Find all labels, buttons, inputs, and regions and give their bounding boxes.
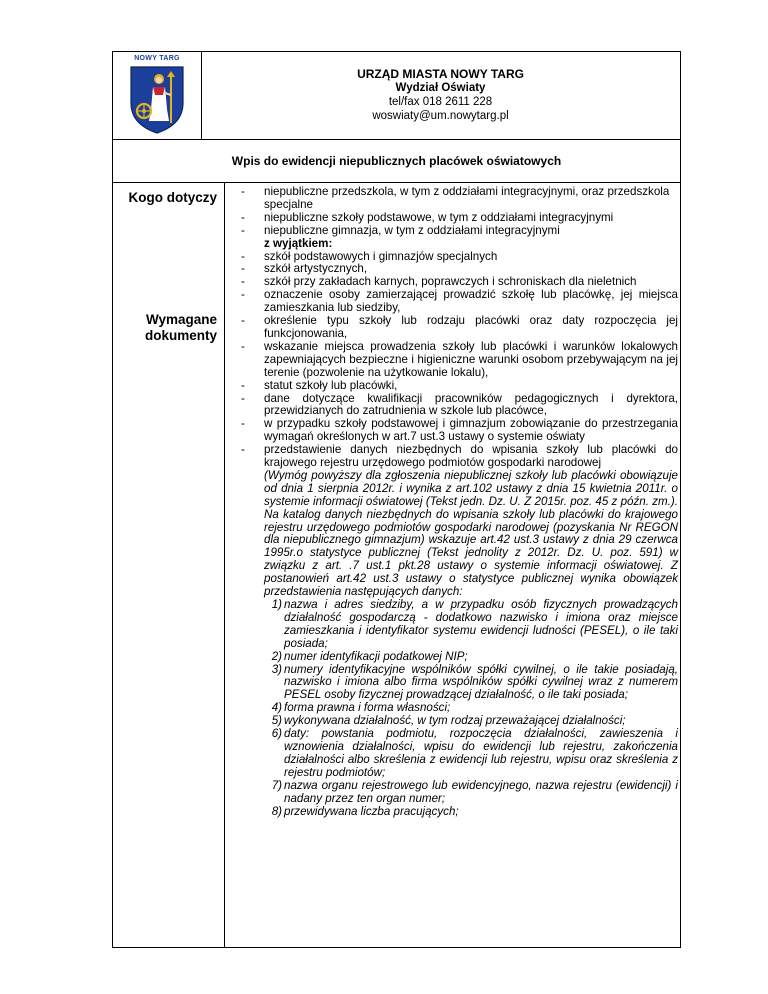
numbered-item: 5) wykonywana działalność, w tym rodzaj przeważającej działalności; (271, 714, 626, 728)
logo-text: NOWY TARG (134, 55, 180, 62)
document-table (112, 51, 681, 948)
regulation-note: (Wymóg powyższy dla zgłoszenia niepublicznej szkoły lub placówki obowiązuje od dnia 1 sierpnia 2012r. i wynika z art.102 ustawy z dnia 15 kwietnia 2011r. o systemie informacji oświatowej (Tekst jedn. Dz. U. Z 2015r. poz. 45 z późn. zm.). Na katalog danych niezbędnych do wpisania szkoły lub placówki do krajowego rejestru urzędowego podmiotów gospodarki narodowej (pozyskania Nr REGON dla niepublicznego gimnazjum) wskazuje art.42 ust.3 ustawy z dnia 29 czerwca 1995r.o statystyce publicznej (Tekst jednolity z 2012r. Dz. U. poz. 591) w związku z art. .7 ust.1 pkt.28 ustawy o systemie informacji oświatowej. Z postanowień art.42 ust.3 ustawy o statystyce publicznej wynika obowiązek przedstawienia następujących danych: (264, 468, 678, 599)
list-item: - niepubliczne przedszkola, w tym z oddziałami integracyjnymi, oraz przedszkola specjalne (241, 185, 670, 211)
list-item: - niepubliczne gimnazja, w tym z oddziałami integracyjnymi (241, 223, 560, 237)
office-block (201, 67, 680, 123)
list-item: - dane dotyczące kwalifikacji pracowników pedagogicznych i dyrektora, przewidzianych do zatrudnienia w szkole lub placówce, (241, 391, 678, 418)
numbered-item: 2) numer identyfikacji podatkowej NIP; (271, 649, 468, 663)
list-item: - niepubliczne szkoły podstawowe, w tym z oddziałami integracyjnymi (241, 210, 614, 224)
list-item: - oznaczenie osoby zamierzającej prowadzić szkołę lub placówkę, jej miejsca zamieszkania lub siedziby, (241, 288, 678, 315)
document-title: Wpis do ewidencji niepublicznych placówek oświatowych (231, 154, 562, 168)
numbered-item: 7) nazwa organu rejestrowego lub ewidencyjnego, nazwa rejestru (ewidencji) i nadany przez ten organ numer; (271, 778, 678, 805)
office-name: URZĄD MIASTA NOWY TARG (357, 67, 524, 81)
coat-of-arms-icon (129, 65, 185, 135)
column-divider (224, 183, 225, 947)
section-label-who: Kogo dotyczy (128, 190, 217, 205)
list-item: - wskazanie miejsca prowadzenia szkoły lub placówki i warunków lokalowych zapewniających bezpieczne i higieniczne warunki osobom przebywającym na jej terenie (pozwolenie na użytkowanie lokalu), (241, 339, 678, 379)
list-item: - szkół artystycznych, (241, 262, 368, 276)
list-item: - określenie typu szkoły lub rodzaju placówki oraz daty rozpoczęcia jej funkcjonowania, (241, 314, 678, 340)
logo-cell (113, 52, 202, 139)
exception-label: z wyjątkiem: (264, 236, 333, 250)
list-item: - przedstawienie danych niezbędnych do wpisania szkoły lub placówki do krajowego rejestru urzędowego podmiotów gospodarki narodowej (241, 443, 678, 470)
numbered-item: 3) numery identyfikacyjne wspólników spółki cywilnej, o ile takie posiadają, nazwisko i imiona albo firma wspólników spółki cywilnej wraz z numerem PESEL osoby fizycznej prowadzącej działalność, o ile taki posiada; (271, 662, 678, 702)
phone-number: tel/fax 018 2611 228 (388, 96, 493, 108)
title-row (113, 140, 680, 183)
list-item: - szkół podstawowych i gimnazjów specjalnych (241, 249, 498, 263)
list-item: - szkół przy zakładach karnych, poprawczych i schroniskach dla nieletnich (241, 275, 637, 289)
section-label-documents (113, 312, 217, 344)
section-label-documents-line2: dokumenty (144, 328, 217, 343)
numbered-item: 6) daty: powstania podmiotu, rozpoczęcia działalności, zawieszenia i wznowienia działalności, wpisu do ewidencji lub rejestru, zakończenia działalności albo skreślenia z ewidencji lub rejestru, wpisu oraz skreślenia z rejestru podmiotów; (271, 727, 678, 779)
header-row (113, 52, 680, 140)
numbered-item: 4) forma prawna i forma własności; (271, 701, 451, 715)
content-column (228, 186, 678, 818)
email-address: woswiaty@um.nowytarg.pl (372, 110, 509, 122)
numbered-item: 1) nazwa i adres siedziby, a w przypadku osób fizycznych prowadzących działalność gospodarczą - dodatkowo nazwisko i imiona oraz miejsce zamieszkania i identyfikator systemu ewidencji ludności (PESEL), o ile taki posiada; (271, 598, 678, 650)
body-row (113, 183, 680, 947)
list-item: - statut szkoły lub placówki, (241, 378, 398, 392)
department-name: Wydział Oświaty (395, 82, 486, 94)
section-label-documents-line1: Wymagane (145, 312, 217, 327)
list-item: - w przypadku szkoły podstawowej i gimnazjum zobowiązanie do przestrzegania wymagań określonych w art.7 ust.3 ustawy o systemie oświaty (241, 417, 678, 444)
numbered-item: 8) przewidywana liczba pracujących; (271, 804, 459, 818)
